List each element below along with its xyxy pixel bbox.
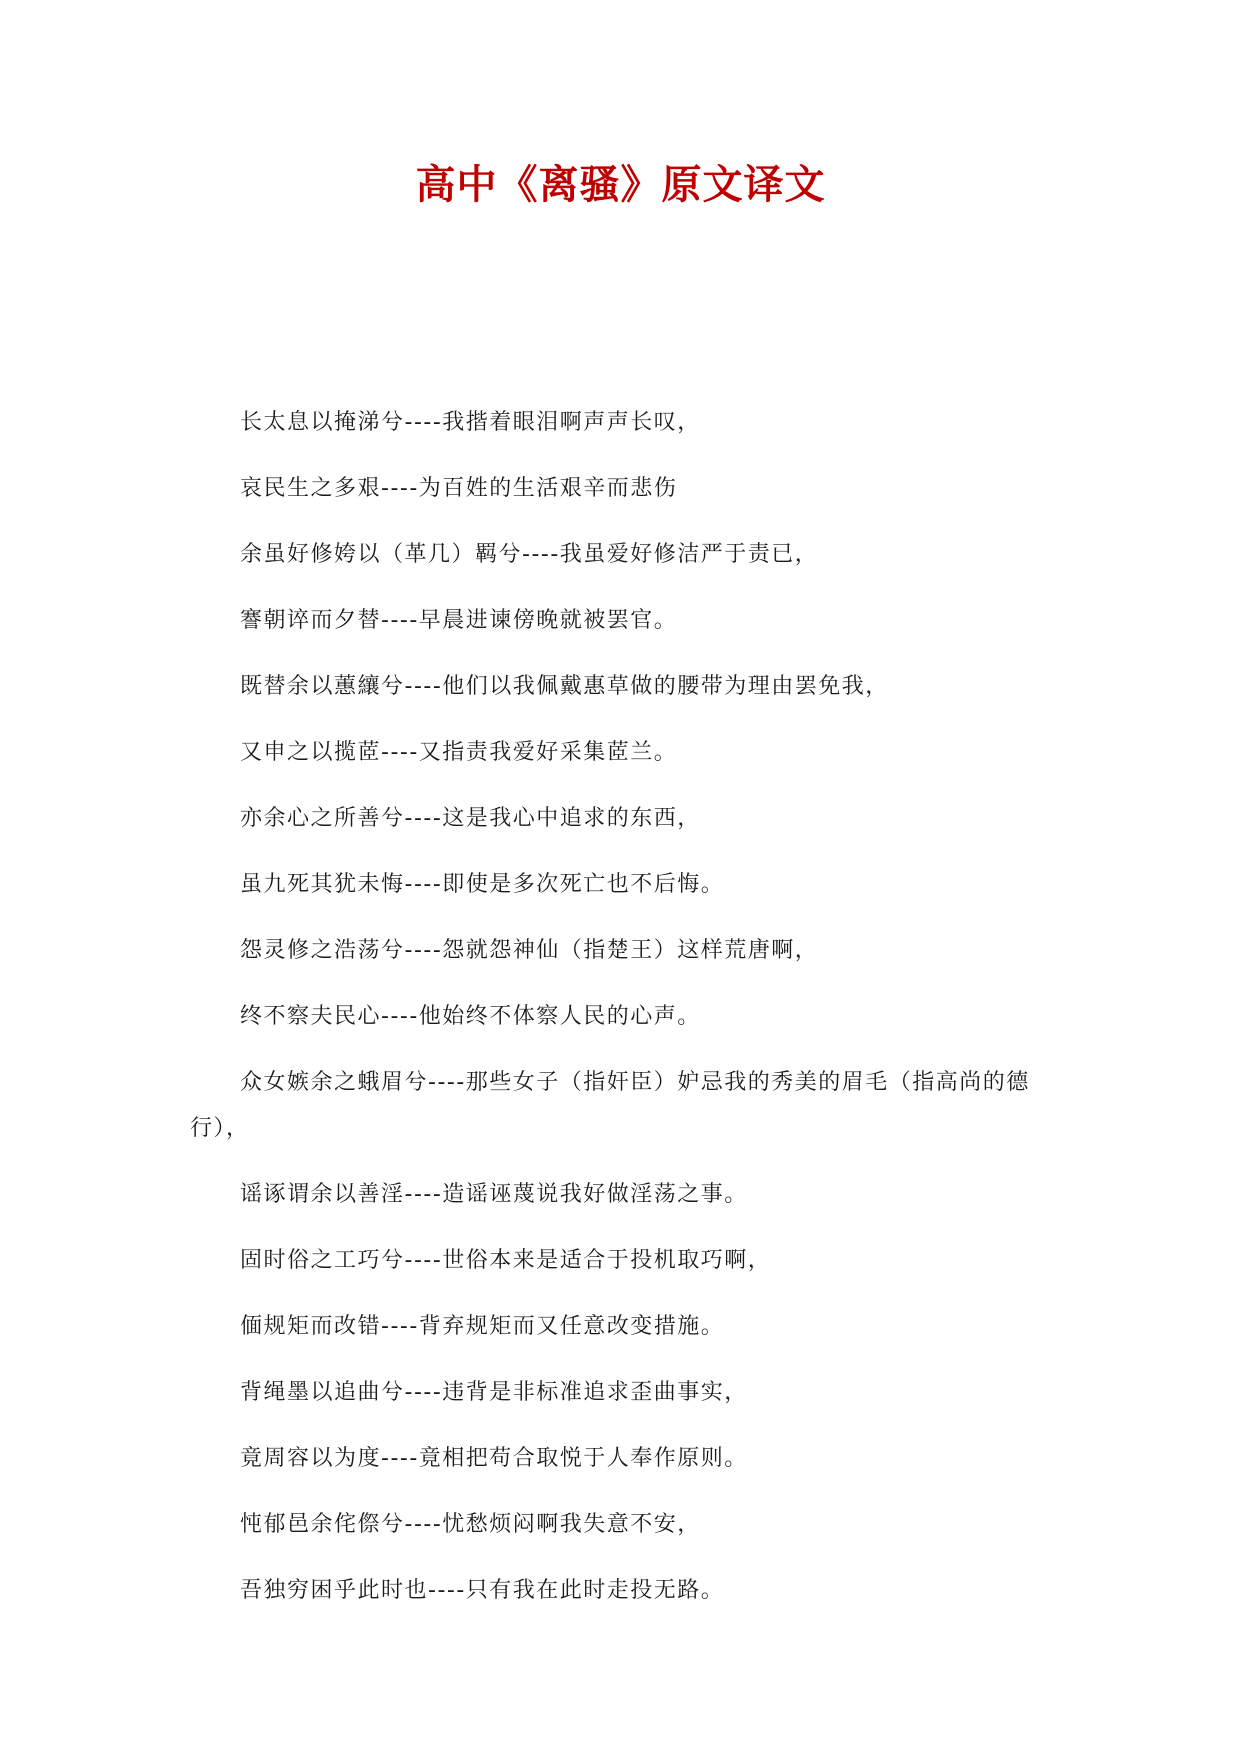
paragraph-line: 吾独穷困乎此时也----只有我在此时走投无路。 — [240, 1578, 725, 1603]
paragraph-line: 謇朝谇而夕替----早晨进谏傍晚就被罢官。 — [240, 608, 678, 633]
paragraph-line: 哀民生之多艰----为百姓的生活艰辛而悲伤 — [240, 476, 678, 501]
paragraph-line: 长太息以掩涕兮----我揩着眼泪啊声声长叹， — [240, 410, 701, 435]
page-title: 高中《离骚》原文译文 — [415, 161, 826, 208]
paragraph-line: 谣诼谓余以善淫----造谣诬蔑说我好做淫荡之事。 — [240, 1182, 748, 1207]
paragraph-line: 终不察夫民心----他始终不体察人民的心声。 — [240, 1004, 701, 1029]
paragraph-line: 偭规矩而改错----背弃规矩而又任意改变措施。 — [240, 1314, 725, 1339]
paragraph-line: 虽九死其犹未悔----即使是多次死亡也不后悔。 — [240, 872, 725, 897]
paragraph-line: 又申之以揽茝----又指责我爱好采集茝兰。 — [240, 740, 678, 765]
paragraph-line: 固时俗之工巧兮----世俗本来是适合于投机取巧啊， — [240, 1248, 772, 1273]
paragraph-line: 竟周容以为度----竟相把苟合取悦于人奉作原则。 — [240, 1446, 748, 1471]
paragraph-line: 忳郁邑余侘傺兮----忧愁烦闷啊我失意不安， — [240, 1512, 701, 1537]
paragraph-line: 既替余以蕙纕兮----他们以我佩戴惠草做的腰带为理由罢免我， — [240, 674, 889, 699]
paragraph-line: 众女嫉余之蛾眉兮----那些女子（指奸臣）妒忌我的秀美的眉毛（指高尚的德行）， — [190, 1070, 1030, 1141]
document-body — [190, 400, 1060, 1634]
paragraph-line: 怨灵修之浩荡兮----怨就怨神仙（指楚王）这样荒唐啊， — [240, 938, 819, 963]
paragraph-line: 余虽好修姱以（革几）羁兮----我虽爱好修洁严于责已， — [240, 542, 819, 567]
paragraph-line: 亦余心之所善兮----这是我心中追求的东西， — [240, 806, 701, 831]
paragraph-line: 背绳墨以追曲兮----违背是非标准追求歪曲事实， — [240, 1380, 748, 1405]
